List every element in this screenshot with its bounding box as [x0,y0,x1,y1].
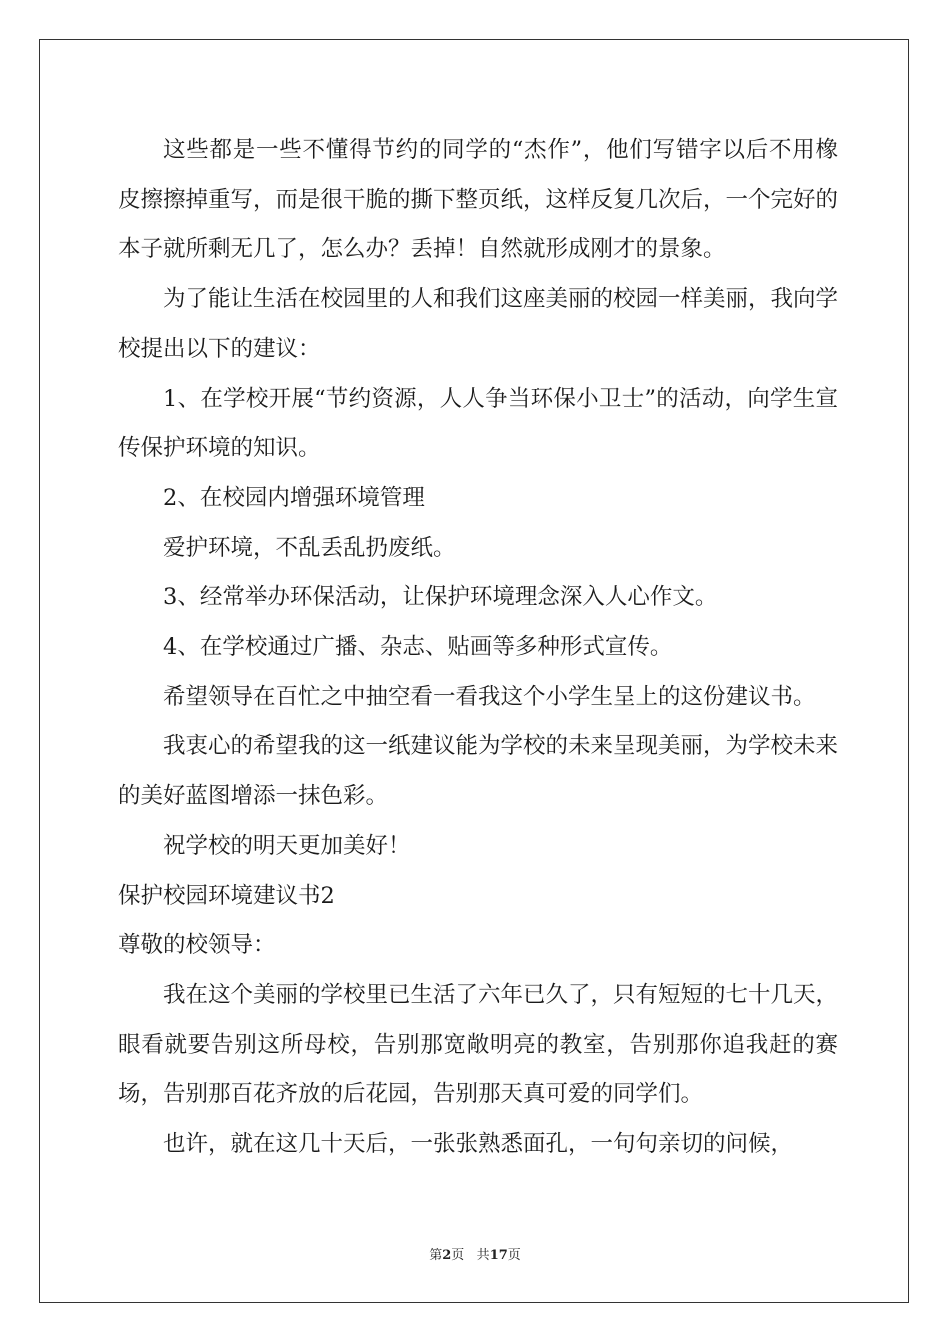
paragraph: 3、经常举办环保活动，让保护环境理念深入人心作文。 [163,584,718,611]
paragraph: 4、在学校通过广播、杂志、贴画等多种形式宣传。 [163,634,673,661]
paragraph: 爱护环境，不乱丢乱扔废纸。 [163,534,456,561]
salutation: 尊敬的校领导： [118,932,276,959]
paragraph: 2、在校园内增强环境管理 [163,484,425,511]
section-title: 保护校园环境建议书2 [118,882,335,909]
document-body [118,126,838,1170]
paragraph: 也许，就在这几十天后，一张张熟悉面孔，一句句亲切的问候， [163,1131,794,1158]
paragraph: 我衷心的希望我的这一纸建议能为学校的未来呈现美丽，为学校未来的美好蓝图增添一抹色彩。 [118,733,839,810]
footer-total-prefix: 共 [476,1248,490,1263]
current-page-number: 2 [442,1248,452,1263]
total-page-count: 17 [489,1248,508,1263]
paragraph: 希望领导在百忙之中抽空看一看我这个小学生呈上的这份建议书。 [163,683,816,710]
paragraph: 我在这个美丽的学校里已生活了六年已久了，只有短短的七十几天，眼看就要告别这所母校，告别那宽敞明亮的教室，告别那你追我赶的赛场，告别那百花齐放的后花园，告别那天真可爱的同学们。 [118,981,839,1108]
page-footer [0,1244,950,1263]
paragraph: 祝学校的明天更加美好！ [163,832,411,859]
paragraph: 为了能让生活在校园里的人和我们这座美丽的校园一样美丽，我向学校提出以下的建议： [118,286,839,362]
footer-page-word: 页 [451,1248,465,1263]
paragraph: 1、在学校开展“节约资源，人人争当环保小卫士”的活动，向学生宣传保护环境的知识。 [118,385,838,462]
paragraph: 这些都是一些不懂得节约的同学的“杰作”，他们写错字以后不用橡皮擦擦掉重写，而是很干脆的撕下整页纸，这样反复几次后，一个完好的本子就所剩无几了，怎么办？丢掉！自然就形成刚才的景象。 [118,137,839,263]
footer-prefix: 第 [429,1248,443,1263]
footer-total-suffix: 页 [507,1248,521,1263]
